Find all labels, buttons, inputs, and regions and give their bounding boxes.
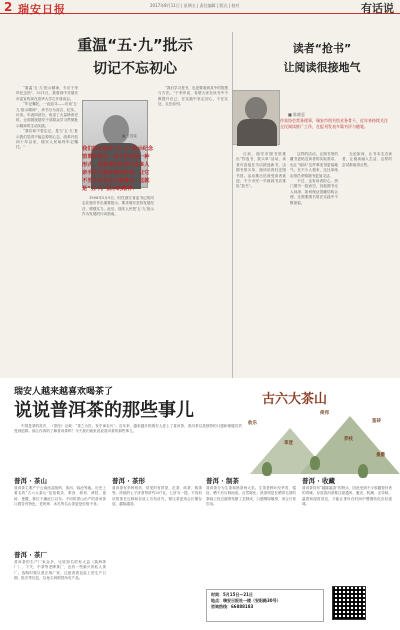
- section-heading: 普洱 · 茶厂: [14, 551, 47, 559]
- headline-line-1: 读者“抢书”: [292, 42, 352, 55]
- section-text: 普洱茶分为生茶和熟茶两大类。生茶是鲜叶经杀青、揉捻、晒干后压制而成，自然陈化；熟茶则是在晒青毛茶的基础上经过渥堆发酵工艺制成，口感醇厚顺滑，适合日常饮用。: [206, 486, 296, 507]
- headline-line-2: 让阅读很接地气: [283, 61, 361, 74]
- issue-info: 2017年8月11日 | 星期五 | 责任编辑 | 版式 | 校对: [150, 3, 240, 8]
- section-heading: 普洱 · 茶山: [14, 477, 47, 485]
- left-article-col-2: [82, 196, 154, 372]
- paragraph: 日前，瑞安市图书馆推出“你选书、我买单”活动，读者可直接在书店挑选新书，由图书馆买单，阅读后再归还图书馆。活动推出后深受读者欢迎，不少市民一早就到书店排队“抢书”。: [236, 152, 286, 189]
- right-article-col-3: [342, 152, 392, 372]
- paragraph: “我们和不曾忘记，是当‘五·九’批示我们觉得不能忘掉的心态，改革开放四十年以来，瑞安人民始终牢记嘱托。”: [16, 129, 78, 150]
- paragraph: “重温‘五·九’批示精神，专访于李岸纪念馆”，3月1日，我看到中共瑞安市委宣传部在清华大学召开座谈会。: [16, 86, 78, 101]
- author-photo: [232, 90, 280, 145]
- event-info-box: [206, 589, 324, 622]
- map-label: 倚邦: [320, 411, 329, 416]
- event-place: 地点：瑞安日报社一楼（安阳路30号）: [211, 598, 281, 603]
- left-article-col-3: [158, 86, 228, 372]
- page-number: 2: [4, 0, 13, 14]
- qr-code-icon: [332, 586, 366, 620]
- map-label: 曼撒: [376, 453, 385, 458]
- tree-icon: [262, 462, 272, 476]
- section-heading: 普洱 · 茶形: [112, 477, 145, 485]
- section-heading: 普洱 · 制茶: [206, 477, 239, 485]
- paragraph: 这样的活动，让图书馆的藏书更贴近读者的实际需求，也让“阅读”这件事变得更接地气。在不少人看来，这比单纯由馆员采购图书更加灵活。: [290, 152, 338, 178]
- left-article-headline: [40, 34, 230, 78]
- feature-title: 说说普洱茶的那些事儿: [14, 400, 194, 421]
- author-bio: 作家协会常务理事，瑞安市图书馆业务骨干，近年来持续关注全民阅读推广工作，在报刊发表多篇书评与随笔。: [280, 118, 388, 129]
- photo-body: [237, 119, 277, 146]
- tree-icon: [358, 464, 368, 478]
- section-text: 普洱茶主要产于云南西双版纳、普洱、临沧等地。历史上著名的“古六大茶山”包括攸乐、革登、倚邦、莽枝、蛮砖、曼撒，都位于澜沧江以东。不同的茶山出产的普洱茶口感各有特色，老班章、冰岛等名山茶更是价格不菲。: [14, 486, 106, 507]
- section-text: 普洱茶有多种形状，常见的有饼茶、沱茶、砖茶、散茶等。传统的七子饼茶每饼约357克，七饼为一提。不同形状的茶在压制和存放上各有讲究，紧压茶更适合长期存放，越陈越香。: [112, 486, 202, 507]
- photo-caption: ■ 王国素: [122, 134, 137, 138]
- headline-line-2: 切记不忘初心: [93, 61, 177, 77]
- column-divider: [232, 32, 233, 382]
- section-text: 普洱茶具有“越陈越香”的特点，因此受到不少收藏爱好者的青睐。存放普洱茶要注意通风、避光、防潮、无异味，温度和湿度适宜，才能让茶叶在时间中慢慢转化出好滋味。: [302, 486, 392, 507]
- photo-face: [245, 97, 267, 121]
- section-title: 有话说: [361, 2, 394, 15]
- photo-face: [103, 115, 129, 145]
- paragraph: “我们学习是书，也是要看到其中的智慧与方法。”于李岸说，希望大家在读书中不断提升自己，在实践中坚定初心，干在实处、走在前列。: [158, 86, 228, 107]
- paragraph: 不过，也有读者担心，热门图书一抢而空，其他图书无人问津，如何保证馆藏结构合理，还需要图书馆在实践中不断探索。: [290, 179, 338, 205]
- paragraph: “牢记嘱托，一直追寻——访谈‘五·九’批示精神”，该书分为前言、纪实、访谈、年表四部分，收录了大量珍贵史料，全面展现瑞安干部群众学习贯彻批示精神的生动实践。: [16, 102, 78, 128]
- map-title: 古六大茶山: [262, 392, 328, 407]
- section-heading: 普洱 · 收藏: [302, 477, 335, 485]
- map-label: 攸乐: [248, 421, 257, 426]
- headline-line-1: 重温“五·九”批示: [77, 36, 193, 54]
- tree-icon: [310, 456, 320, 470]
- map-label: 蛮砖: [372, 419, 381, 424]
- right-article-headline: [262, 40, 382, 75]
- map-label: 莽枝: [344, 437, 353, 442]
- masthead: [0, 0, 400, 14]
- left-article-col-1: [16, 86, 78, 372]
- pull-quote: 我们的手拍在“五·九”批示纪念馆事件背后，这不仅仅是一种形式，而是请记住许许多多人亲手拍下最宝贵的时刻，让它不至于在岁月中被遗忘，这就是“五·九”批示的精神！: [82, 146, 154, 192]
- right-article-col-1: [236, 152, 286, 372]
- event-time: 时间：5月15日—21日: [211, 592, 253, 597]
- newspaper-logo: 瑞安日报: [18, 3, 66, 16]
- feature-intro: 中国是茶的故乡，《茶经》记载：“茶之为饮，发乎神农氏”。近年来，越来越多的瑞安人爱上了普洱茶，普洱茶以其独特的口感和保健功效受到追捧。那么你真的了解普洱茶吗？今天我们就来说说普洱茶的那些事儿。: [14, 424, 242, 434]
- right-article-col-2: [290, 152, 338, 372]
- feature-kicker: 瑞安人越来越喜欢喝茶了: [14, 387, 114, 397]
- event-phone: 咨询热线：66888183: [211, 604, 254, 609]
- section-text: 普洱茶的生产厂家众多，比较知名的有大益（勐海茶厂）、下关、中茶等老牌茶厂，也有一些新兴的私人茶厂。选购时要认准正规厂家，注意查看包装上的生产日期、批次等信息，以免买到假冒伪劣产品。: [14, 560, 106, 581]
- paragraph: 1998年5月9日，时任浙江省委书记的同志在瑞安作出重要批示，要求瑞安坚持发展经济、增强实力。此后，瑞安人民把‘五·九’批示作为发展的行动指南。: [82, 196, 154, 217]
- paragraph: 无论如何，让书本走近读者，让阅读融入生活，这样的尝试都值得点赞。: [342, 152, 392, 167]
- author-name: ■ 陈晓意: [288, 112, 306, 117]
- map-label: 革登: [284, 441, 293, 446]
